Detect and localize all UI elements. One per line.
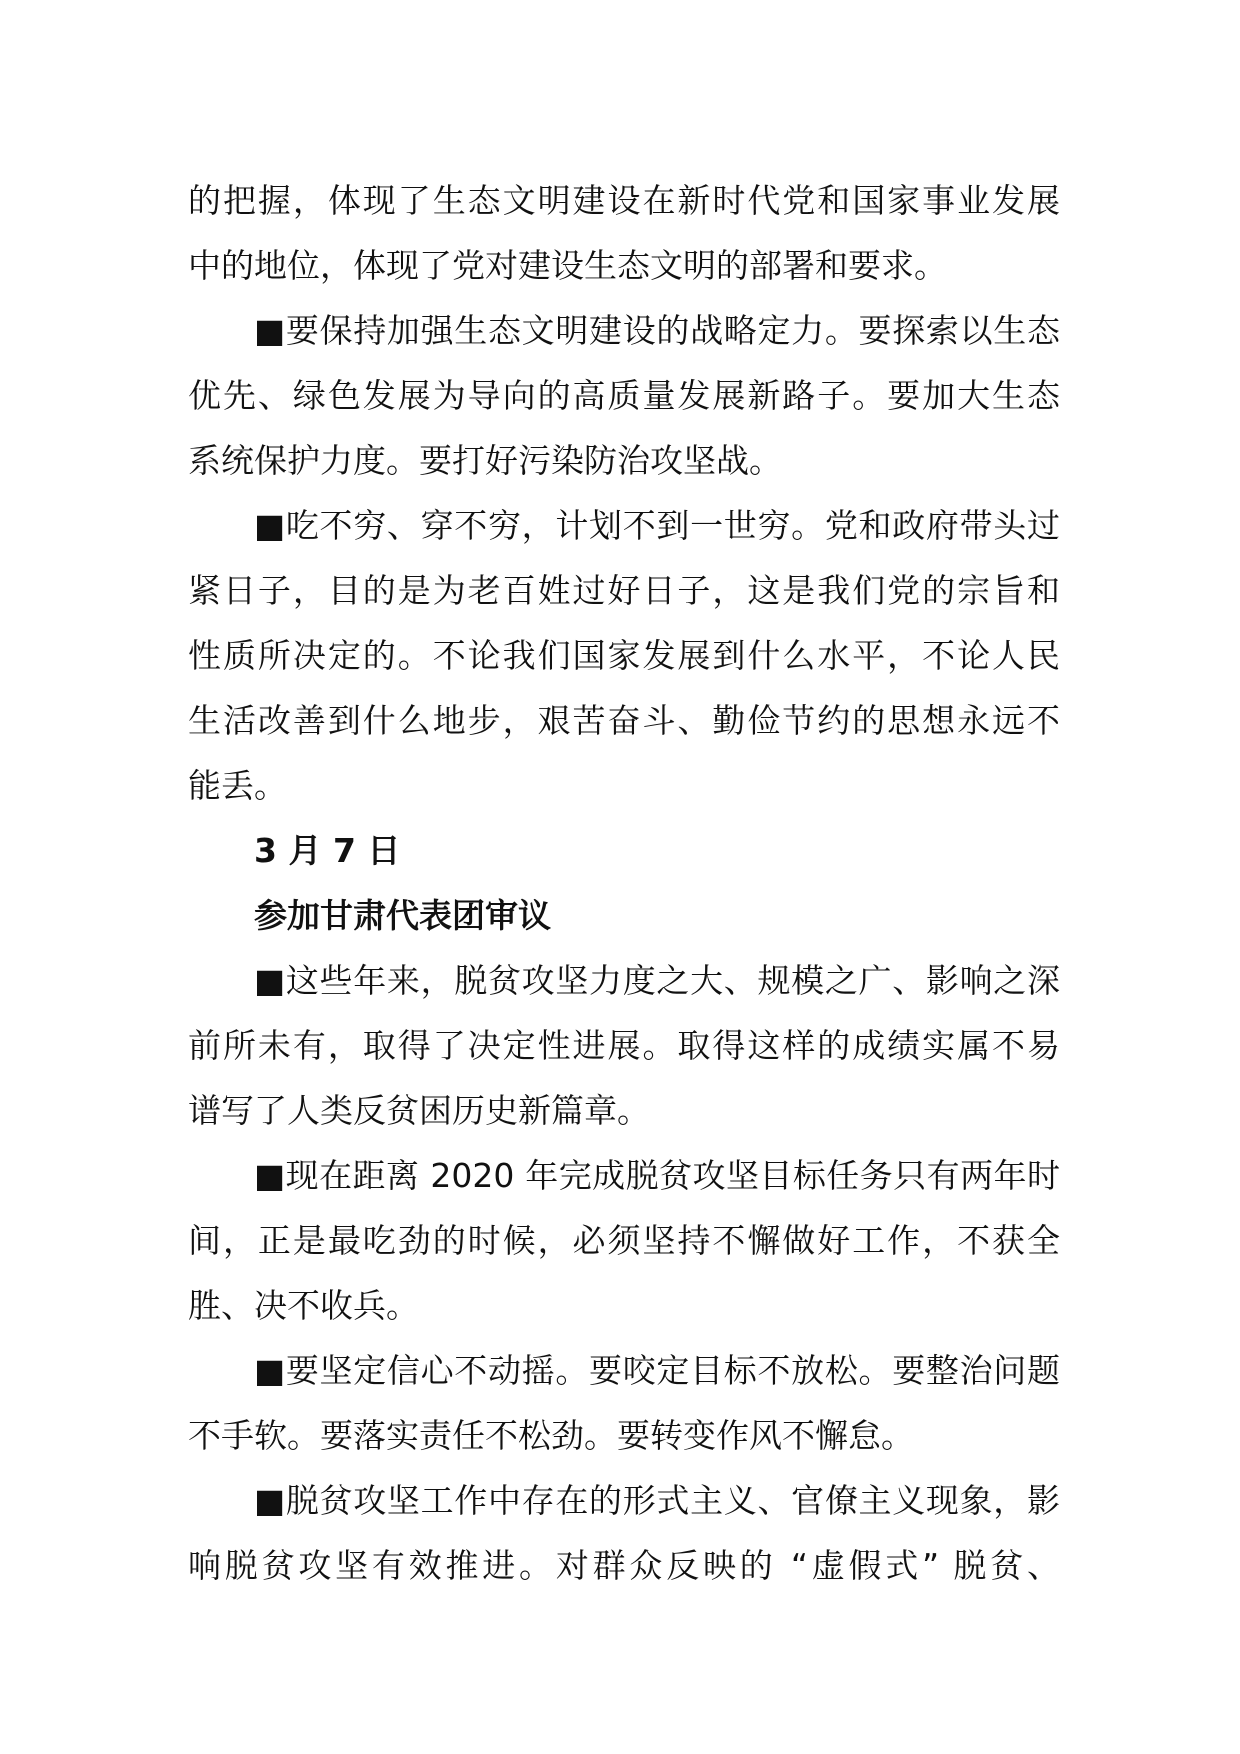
text-line: 谱写了人类反贫困历史新篇章。 (188, 1091, 650, 1130)
text-line: 能丢。 (188, 766, 287, 805)
text-line: 前所未有，取得了决定性进展。取得这样的成绩实属不易 (188, 1026, 1060, 1065)
text-line: 不手软。要落实责任不松劲。要转变作风不懈怠。 (188, 1416, 914, 1455)
document-page (188, 168, 1060, 1598)
text-line: 中的地位，体现了党对建设生态文明的部署和要求。 (188, 246, 947, 285)
text-line: 优先、绿色发展为导向的高质量发展新路子。要加大生态 (188, 376, 1060, 415)
text-line: ■这些年来，脱贫攻坚力度之大、规模之广、影响之深 (254, 961, 1060, 1000)
text-line: ■脱贫攻坚工作中存在的形式主义、官僚主义现象，影 (254, 1481, 1060, 1520)
text-line: 的把握，体现了生态文明建设在新时代党和国家事业发展 (188, 181, 1060, 220)
text-line: 生活改善到什么地步，艰苦奋斗、勤俭节约的思想永远不 (188, 701, 1060, 740)
text-line: ■吃不穷、穿不穷，计划不到一世穷。党和政府带头过 (254, 506, 1060, 545)
text-line: ■要坚定信心不动摇。要咬定目标不放松。要整治问题 (254, 1351, 1060, 1390)
text-line: ■现在距离 2020 年完成脱贫攻坚目标任务只有两年时 (254, 1156, 1060, 1195)
text-line: 紧日子，目的是为老百姓过好日子，这是我们党的宗旨和 (188, 571, 1060, 610)
text-line: ■要保持加强生态文明建设的战略定力。要探索以生态 (254, 311, 1060, 350)
text-line: 胜、决不收兵。 (188, 1286, 419, 1325)
text-line: 间，正是最吃劲的时候，必须坚持不懈做好工作，不获全 (188, 1221, 1060, 1260)
text-line: 响脱贫攻坚有效推进。对群众反映的 “虚假式” 脱贫、 (188, 1546, 1060, 1585)
date-heading: 3 月 7 日 (254, 831, 401, 870)
text-line: 系统保护力度。要打好污染防治攻坚战。 (188, 441, 782, 480)
section-heading: 参加甘肃代表团审议 (254, 896, 551, 935)
text-line: 性质所决定的。不论我们国家发展到什么水平，不论人民 (188, 636, 1060, 675)
